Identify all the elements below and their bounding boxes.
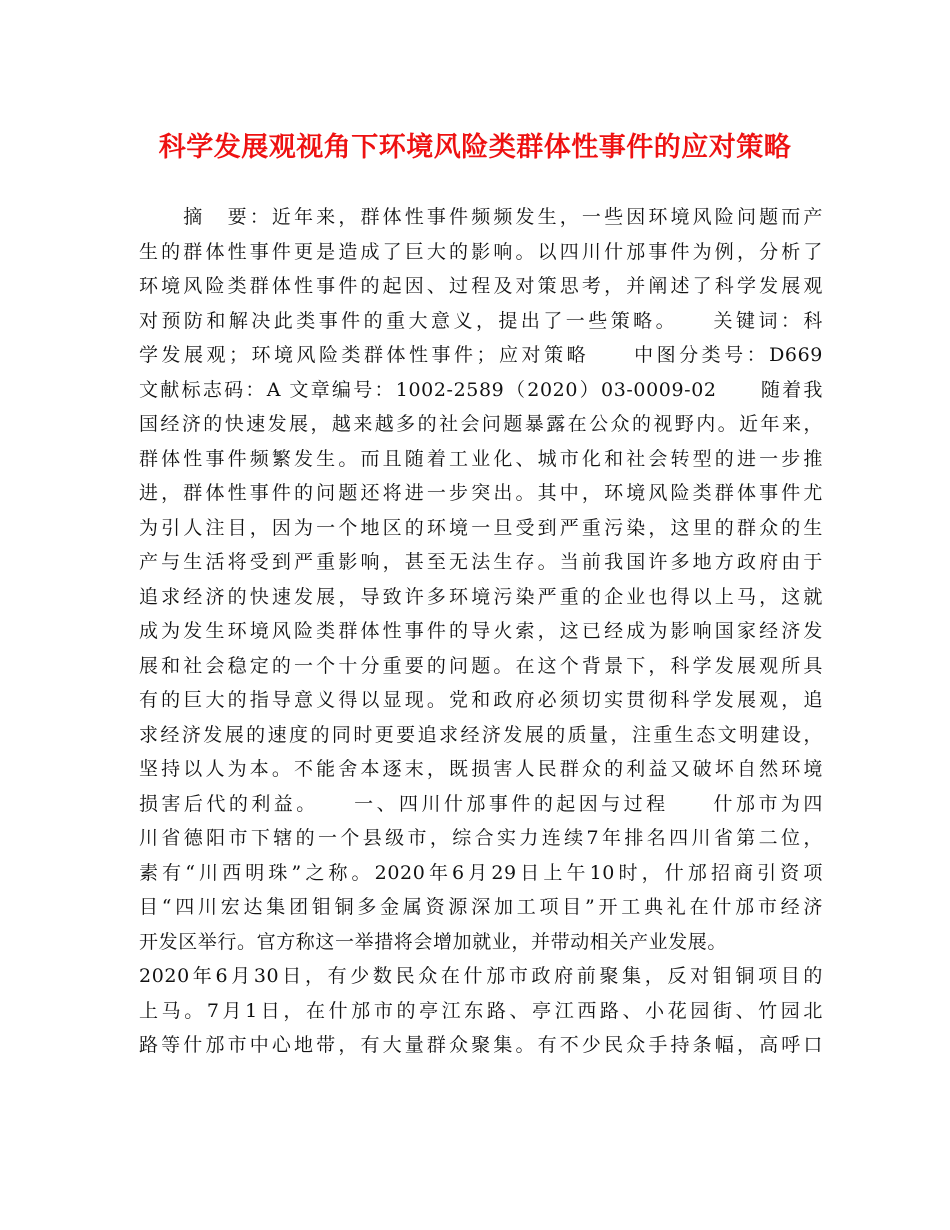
body-line: 上马。7月1日，在什邡市的亭江东路、亭江西路、小花园街、竹园北 xyxy=(139,999,823,1022)
body-line: 路等什邡市中心地带，有大量群众聚集。有不少民众手持条幅，高呼口 xyxy=(139,1034,823,1056)
body-line: 为引人注目，因为一个地区的环境一旦受到严重污染，这里的群众的生 xyxy=(139,516,823,539)
body-line: 摘 要：近年来，群体性事件频频发生，一些因环境风险问题而产 xyxy=(139,206,823,228)
body-line: 展和社会稳定的一个十分重要的问题。在这个背景下，科学发展观所具 xyxy=(139,654,823,677)
body-line: 环境风险类群体性事件的起因、过程及对策思考，并阐述了科学发展观 xyxy=(139,275,823,297)
body-line: 求经济发展的速度的同时更要追求经济发展的质量，注重生态文明建设， xyxy=(139,723,823,746)
body-line: 生的群体性事件更是造成了巨大的影响。以四川什邡事件为例，分析了 xyxy=(139,240,823,263)
body-line: 坚持以人为本。不能舍本逐末，既损害人民群众的利益又破坏自然环境 xyxy=(139,758,823,780)
body-line: 对预防和解决此类事件的重大意义，提出了一些策略。 关键词：科 xyxy=(139,309,823,332)
body-line: 目“四川宏达集团钼铜多金属资源深加工项目”开工典礼在什邡市经济 xyxy=(139,896,823,918)
body-line: 产与生活将受到严重影响，甚至无法生存。当前我国许多地方政府由于 xyxy=(139,551,823,573)
body-line: 素有“川西明珠”之称。2020年6月29日上午10时，什邡招商引资项 xyxy=(139,861,823,884)
body-line: 国经济的快速发展，越来越多的社会问题暴露在公众的视野内。近年来， xyxy=(139,413,823,435)
document-title: 科学发展观视角下环境风险类群体性事件的应对策略 xyxy=(158,132,792,163)
body-line: 2020年6月30日，有少数民众在什邡市政府前聚集，反对钼铜项目的 xyxy=(139,965,823,987)
body-line: 开发区举行。官方称这一举措将会增加就业，并带动相关产业发展。 xyxy=(139,930,728,953)
document-body xyxy=(139,200,823,1063)
body-line: 损害后代的利益。 一、四川什邡事件的起因与过程 什邡市为四 xyxy=(139,792,823,815)
body-line: 成为发生环境风险类群体性事件的导火索，这已经成为影响国家经济发 xyxy=(139,620,823,642)
body-line: 文献标志码：A 文章编号：1002-2589（2020）03-0009-02 随着我 xyxy=(139,378,823,401)
body-line: 追求经济的快速发展，导致许多环境污染严重的企业也得以上马，这就 xyxy=(139,585,823,608)
body-line: 川省德阳市下辖的一个县级市，综合实力连续7年排名四川省第二位， xyxy=(139,827,823,849)
body-line: 进，群体性事件的问题还将进一步突出。其中，环境风险类群体事件尤 xyxy=(139,482,823,504)
body-line: 群体性事件频繁发生。而且随着工业化、城市化和社会转型的进一步推 xyxy=(139,447,823,470)
body-line: 有的巨大的指导意义得以显现。党和政府必须切实贯彻科学发展观，追 xyxy=(139,689,823,711)
body-line: 学发展观；环境风险类群体性事件；应对策略 中图分类号：D669 xyxy=(139,344,823,366)
